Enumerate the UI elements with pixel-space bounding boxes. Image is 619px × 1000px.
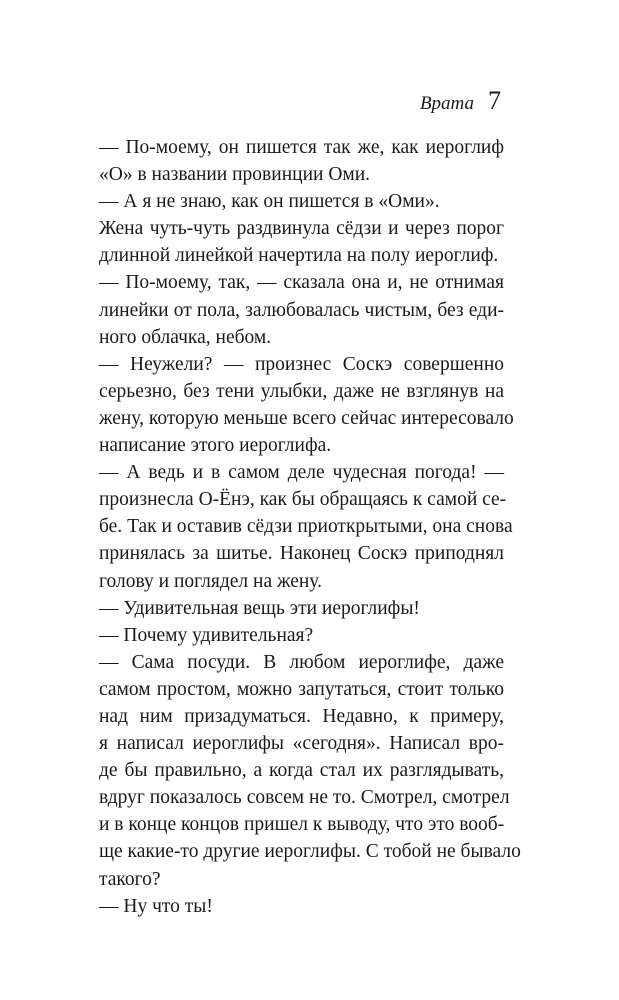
text-line: Жена чуть-чуть раздвинула сёдзи и через порог: [99, 218, 504, 240]
text-line: длинной линейкой начертила на полу иероглиф.: [99, 245, 499, 267]
text-line: — Удивительная вещь эти иероглифы!: [99, 597, 420, 619]
text-line: — Неужели? — произнес Соскэ совершенно: [99, 353, 504, 375]
text-line: — А я не знаю, как он пишется в «Оми».: [99, 191, 440, 213]
text-line: де бы правильно, а когда стал их разглядывать,: [99, 760, 504, 782]
text-line: бе. Так и оставив сёдзи приоткрытыми, она снова: [99, 516, 513, 538]
paragraph: [99, 595, 504, 622]
text-line: ще какие-то другие иероглифы. С тобой не бывало: [99, 841, 521, 863]
text-line: и в конце концов пришел к выводу, что это вооб-: [99, 814, 505, 836]
running-head: [420, 86, 501, 116]
paragraph: [99, 622, 504, 649]
paragraph: [99, 893, 504, 920]
text-line: — По-моему, так, — сказала она и, не отнимая: [99, 272, 504, 294]
paragraph: [99, 188, 504, 215]
text-line: написание этого иероглифа.: [99, 435, 332, 457]
text-line: — Ну что ты!: [99, 895, 213, 917]
text-line: — Сама посуди. В любом иероглифе, даже: [99, 651, 504, 673]
text-line: вдруг показалось совсем не то. Смотрел, смотрел: [99, 787, 510, 809]
text-line: «О» в названии провинции Оми.: [99, 164, 371, 186]
paragraph: [99, 459, 513, 594]
text-line: — Почему удивительная?: [99, 624, 314, 646]
paragraph: [99, 351, 514, 459]
text-line: принялась за шитье. Наконец Соскэ приподнял: [99, 543, 504, 565]
text-line: жену, которую меньше всего сейчас интересовало: [99, 407, 514, 429]
paragraph: [99, 649, 521, 893]
text-line: ного облачка, небом.: [99, 326, 272, 348]
text-line: над ним призадуматься. Недавно, к примеру,: [99, 705, 504, 727]
text-line: линейки от пола, залюбовалась чистым, без еди-: [99, 299, 504, 321]
text-line: произнесла О-Ёнэ, как бы обращаясь к самой се-: [99, 489, 507, 511]
text-line: такого?: [99, 868, 161, 890]
text-line: я написал иероглифы «сегодня». Написал вро-: [99, 733, 504, 755]
paragraph: [99, 215, 504, 269]
page-number: 7: [488, 86, 501, 115]
running-title: Врата: [419, 93, 474, 114]
text-line: — А ведь и в самом деле чудесная погода! —: [99, 462, 504, 484]
paragraph: [99, 134, 504, 188]
body-text: [99, 134, 521, 920]
text-line: голову и поглядел на жену.: [99, 570, 322, 592]
paragraph: [99, 269, 504, 350]
text-line: самом простом, можно запутаться, стоит только: [99, 678, 504, 700]
text-line: серьезно, без тени улыбки, даже не взглянув на: [99, 380, 504, 402]
text-line: — По-моему, он пишется так же, как иероглиф: [99, 137, 504, 158]
